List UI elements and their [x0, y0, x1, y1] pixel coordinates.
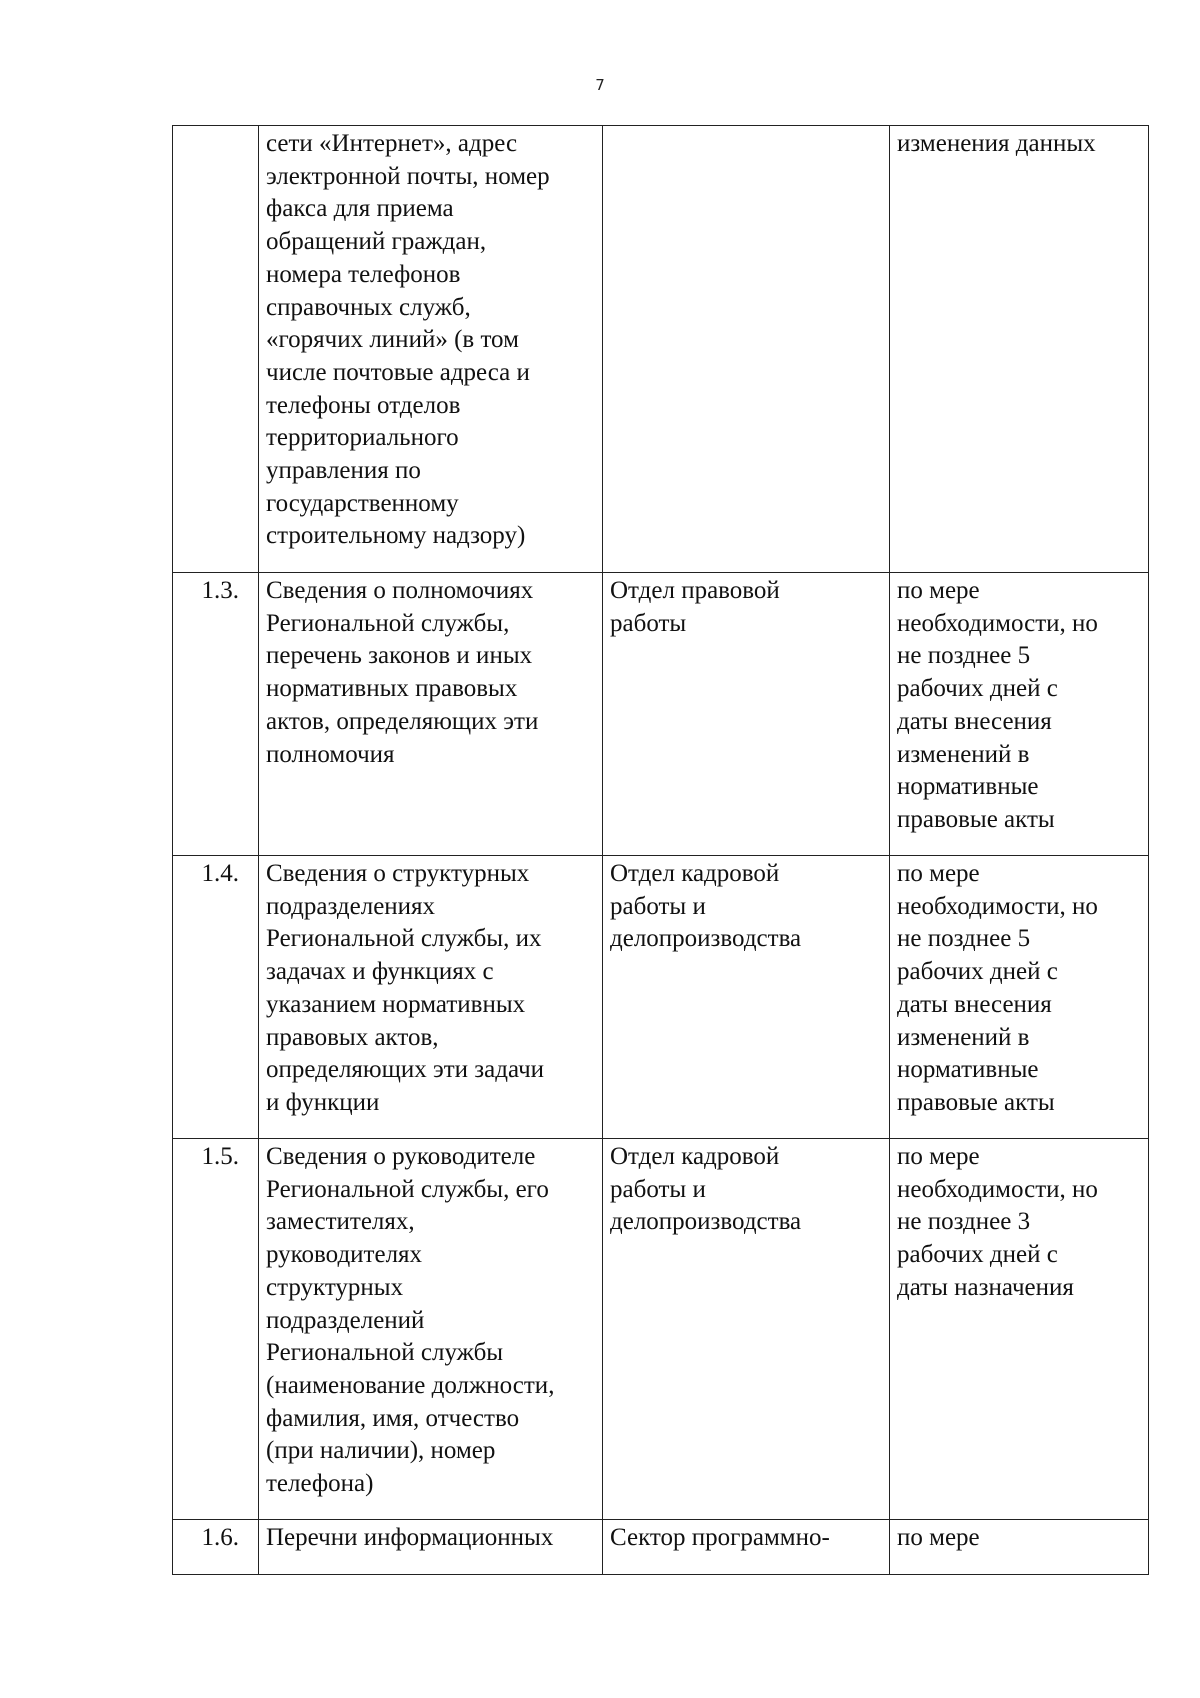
responsible-line: Отдел правовой	[610, 577, 780, 604]
info-line: и функции	[266, 1088, 380, 1116]
info-line: указанием нормативных	[266, 990, 526, 1018]
info-line: нормативных правовых	[266, 675, 518, 703]
info-cell	[259, 126, 603, 573]
disclosure-table	[172, 125, 1149, 1575]
row-number: 1.3.	[173, 573, 259, 856]
deadline-line: по мере	[897, 860, 980, 887]
info-cell	[259, 856, 603, 1139]
table-row	[173, 126, 1149, 573]
info-line: задачах и функциях с	[266, 958, 494, 986]
info-line: «горячих линий» (в том	[266, 326, 519, 354]
responsible-cell	[603, 1139, 890, 1520]
row-number: 1.6.	[173, 1520, 259, 1575]
table-row	[173, 1520, 1149, 1575]
info-line: электронной почты, номер	[266, 162, 550, 190]
info-line: заместителях,	[266, 1208, 415, 1236]
responsible-line: работы	[610, 609, 687, 637]
responsible-cell	[603, 573, 890, 856]
deadline-line: по мере	[897, 1524, 980, 1551]
responsible-line: работы и	[610, 892, 706, 920]
responsible-line: Отдел кадровой	[610, 1143, 780, 1170]
deadline-cell	[890, 126, 1149, 573]
info-line: руководителях	[266, 1241, 423, 1269]
responsible-line: Сектор программно-	[610, 1524, 830, 1551]
deadline-line: правовые акты	[897, 1088, 1055, 1116]
deadline-line: правовые акты	[897, 805, 1055, 833]
info-line: государственному	[266, 489, 459, 517]
deadline-line: изменений в	[897, 740, 1030, 768]
responsible-line: делопроизводства	[610, 1208, 802, 1236]
info-line: фамилия, имя, отчество	[266, 1404, 520, 1432]
deadline-line: рабочих дней с	[897, 675, 1058, 703]
info-line: Региональной службы,	[266, 609, 510, 637]
deadline-cell	[890, 573, 1149, 856]
deadline-cell	[890, 856, 1149, 1139]
deadline-line: нормативные	[897, 1056, 1039, 1084]
row-number	[173, 126, 259, 573]
deadline-line: необходимости, но	[897, 609, 1098, 637]
info-line: (наименование должности,	[266, 1371, 555, 1399]
info-line: территориального	[266, 424, 459, 452]
table-body	[173, 126, 1149, 1575]
info-line: сети «Интернет», адрес	[266, 130, 518, 157]
deadline-line: даты назначения	[897, 1273, 1074, 1301]
deadline-line: по мере	[897, 1143, 980, 1170]
info-cell	[259, 1139, 603, 1520]
deadline-line: по мере	[897, 577, 980, 604]
info-line: телефона)	[266, 1470, 374, 1498]
deadline-line: необходимости, но	[897, 892, 1098, 920]
responsible-line: Отдел кадровой	[610, 860, 780, 887]
info-line: телефоны отделов	[266, 391, 461, 419]
info-line: Перечни информационных	[266, 1524, 554, 1551]
deadline-line: даты внесения	[897, 990, 1052, 1018]
info-line: (при наличии), номер	[266, 1437, 496, 1465]
deadline-line: изменения данных	[897, 130, 1096, 157]
deadline-line: рабочих дней с	[897, 1241, 1058, 1269]
responsible-line: работы и	[610, 1175, 706, 1203]
deadline-cell	[890, 1520, 1149, 1575]
info-line: актов, определяющих эти	[266, 707, 539, 735]
info-line: Сведения о структурных	[266, 860, 530, 887]
info-line: управления по	[266, 457, 421, 485]
deadline-line: нормативные	[897, 773, 1039, 801]
info-line: номера телефонов	[266, 260, 461, 288]
info-line: факса для приема	[266, 195, 454, 223]
info-line: определяющих эти задачи	[266, 1056, 545, 1084]
row-number: 1.4.	[173, 856, 259, 1139]
deadline-line: даты внесения	[897, 707, 1052, 735]
table-row	[173, 573, 1149, 856]
info-cell	[259, 1520, 603, 1575]
table-row	[173, 856, 1149, 1139]
responsible-cell	[603, 856, 890, 1139]
deadline-line: изменений в	[897, 1023, 1030, 1051]
table-row	[173, 1139, 1149, 1520]
deadline-line: необходимости, но	[897, 1175, 1098, 1203]
info-line: Региональной службы, его	[266, 1175, 549, 1203]
info-line: строительному надзору)	[266, 522, 526, 550]
info-line: Региональной службы, их	[266, 925, 542, 953]
info-line: подразделениях	[266, 892, 436, 920]
info-line: подразделений	[266, 1306, 425, 1334]
info-line: Региональной службы	[266, 1339, 504, 1367]
info-line: обращений граждан,	[266, 228, 487, 256]
info-line: структурных	[266, 1273, 404, 1301]
responsible-cell	[603, 1520, 890, 1575]
info-cell	[259, 573, 603, 856]
info-line: правовых актов,	[266, 1023, 439, 1051]
deadline-cell	[890, 1139, 1149, 1520]
info-line: Сведения о полномочиях	[266, 577, 534, 604]
deadline-line: рабочих дней с	[897, 958, 1058, 986]
deadline-line: не позднее 3	[897, 1208, 1031, 1236]
info-line: перечень законов и иных	[266, 642, 533, 670]
info-line: полномочия	[266, 740, 395, 768]
row-number: 1.5.	[173, 1139, 259, 1520]
responsible-line: делопроизводства	[610, 925, 802, 953]
responsible-cell	[603, 126, 890, 573]
page-number: 7	[595, 76, 605, 94]
info-line: Сведения о руководителе	[266, 1143, 536, 1170]
info-line: справочных служб,	[266, 293, 471, 321]
info-line: числе почтовые адреса и	[266, 358, 530, 386]
deadline-line: не позднее 5	[897, 642, 1031, 670]
deadline-line: не позднее 5	[897, 925, 1031, 953]
